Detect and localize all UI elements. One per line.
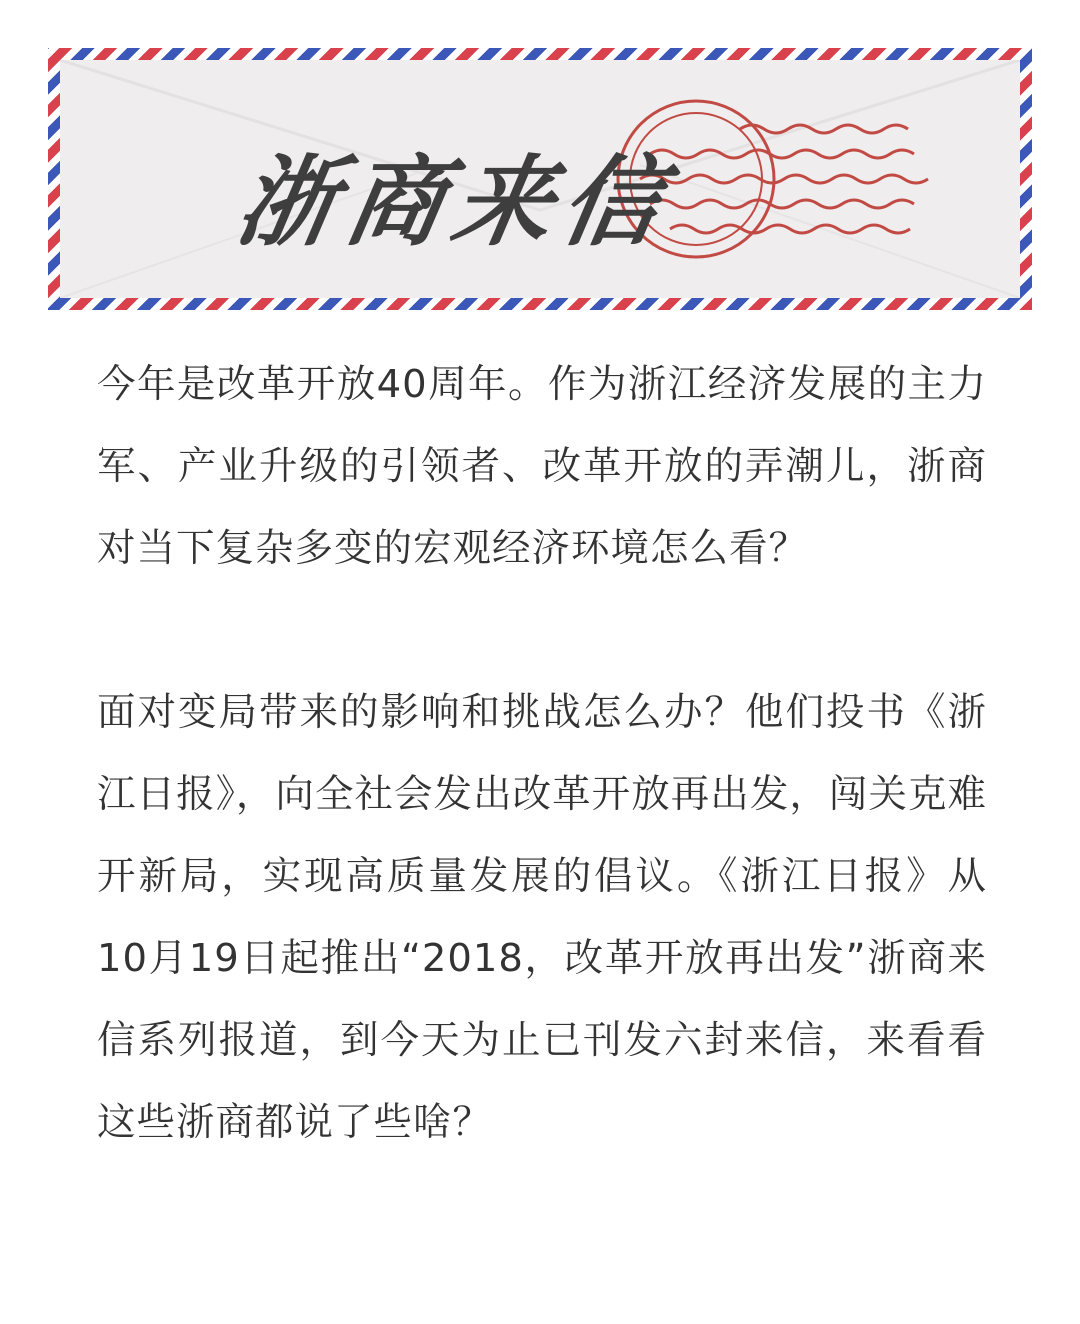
- airmail-envelope-banner: [48, 48, 1032, 310]
- banner-title: 浙商来信: [228, 146, 681, 260]
- envelope-body: [60, 60, 1020, 298]
- second-paragraph: 面对变局带来的影响和挑战怎么办？他们投书《浙江日报》，向全社会发出改革开放再出发，闯关克难开新局，实现高质量发展的倡议。《浙江日报》从10月19日起推出“2018，改革开放再出发”浙商来信系列报道，到今天为止已刊发六封来信，来看看这些浙商都说了些啥？: [97, 690, 987, 1145]
- intro-paragraph: 今年是改革开放40周年。作为浙江经济发展的主力军、产业升级的引领者、改革开放的弄潮儿，浙商对当下复杂多变的宏观经济环境怎么看？: [97, 362, 987, 571]
- article-body: [97, 344, 987, 1164]
